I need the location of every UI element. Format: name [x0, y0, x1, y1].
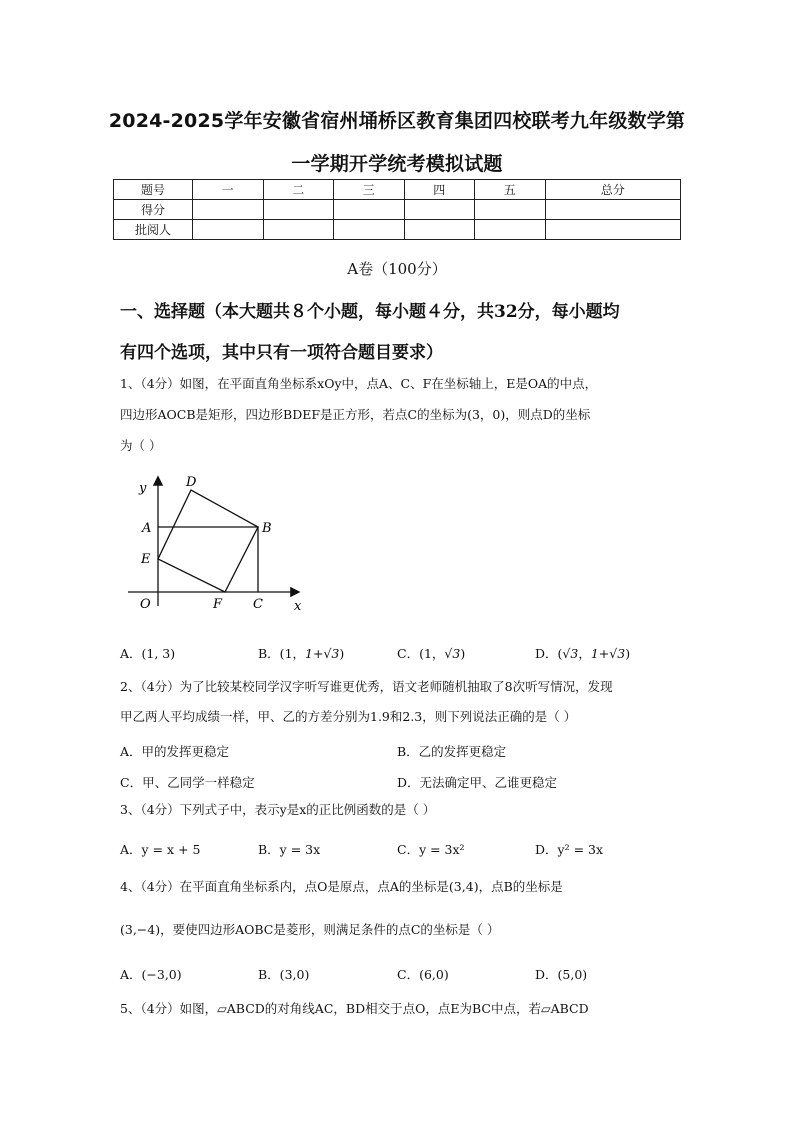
q3-text-line1: 3、（4分）下列式子中，表示y是x的正比例函数的是（ ） — [120, 802, 436, 817]
q1-text-line2: 四边形AOCB是矩形，四边形BDEF是正方形，若点C的坐标为(3，0)，则点D的坐标 — [120, 407, 591, 422]
score-cell[interactable] — [545, 200, 681, 220]
q1-option-b[interactable] — [258, 644, 344, 662]
q1-option-b-math: 1+√3 — [305, 646, 340, 661]
q1-option-d-prefix: D．( — [535, 646, 563, 661]
label-C: C — [253, 597, 263, 612]
score-table — [113, 179, 681, 240]
q1-option-c-math: √3 — [444, 646, 461, 661]
score-table-header-cell: 题号 — [114, 180, 193, 200]
q3-option-c[interactable]: C．y = 3x² — [397, 842, 465, 857]
q1-option-d[interactable] — [535, 644, 630, 662]
rectangle-aocb — [158, 527, 258, 592]
score-cell[interactable] — [334, 200, 405, 220]
q2-option-d[interactable]: D．无法确定甲、乙谁更稳定 — [397, 775, 558, 790]
grader-cell[interactable] — [193, 220, 264, 240]
score-table-header-row — [114, 180, 681, 200]
q1-option-d-suffix: ) — [625, 646, 631, 661]
score-table-header-cell: 总分 — [545, 180, 681, 200]
q1-option-d-math2: 1+√3 — [590, 646, 626, 661]
score-cell[interactable] — [475, 200, 546, 220]
q1-option-a[interactable]: A．(1, 3) — [120, 646, 176, 661]
score-table-header-cell: 四 — [404, 180, 475, 200]
q1-text-line3: 为（ ） — [120, 438, 162, 453]
score-table-header-cell: 一 — [193, 180, 264, 200]
q2-text-line2: 甲乙两人平均成绩一样，甲、乙的方差分别为1.9和2.3，则下列说法正确的是（ ） — [120, 709, 577, 724]
q2-text-line1: 2、（4分）为了比较某校同学汉字听写谁更优秀，语文老师随机抽取了8次听写情况，发现 — [120, 679, 613, 694]
q1-option-c-prefix: C．(1， — [397, 646, 445, 661]
label-F: F — [213, 597, 223, 612]
label-A: A — [142, 521, 152, 536]
q1-option-b-suffix: ) — [339, 646, 345, 661]
q1-option-d-sep: ， — [578, 646, 591, 661]
q4-option-c[interactable]: C．(6,0) — [397, 967, 449, 982]
label-D: D — [186, 475, 197, 490]
grader-cell[interactable] — [334, 220, 405, 240]
q1-option-d-math1: √3 — [562, 646, 579, 661]
score-table-row-label: 得分 — [114, 200, 193, 220]
grader-cell[interactable] — [545, 220, 681, 240]
label-x: x — [294, 599, 302, 614]
section-a-title: A卷（100分） — [347, 260, 447, 278]
q2-option-c[interactable]: C．甲、乙同学一样稳定 — [120, 775, 255, 790]
grader-cell[interactable] — [263, 220, 334, 240]
grader-cell[interactable] — [404, 220, 475, 240]
q4-text-line2: (3,−4)，要使四边形AOBC是菱形，则满足条件的点C的坐标是（ ） — [120, 922, 500, 937]
q3-option-d[interactable]: D．y² = 3x — [535, 842, 604, 857]
part1-heading-line1: 一、选择题（本大题共８个小题，每小题４分，共32分，每小题均 — [120, 302, 620, 322]
score-table-header-cell: 三 — [334, 180, 405, 200]
q4-text-line1: 4、（4分）在平面直角坐标系内，点O是原点，点A的坐标是(3,4)，点B的坐标是 — [120, 879, 563, 894]
q4-option-b[interactable]: B．(3,0) — [258, 967, 310, 982]
q3-option-b[interactable]: B．y = 3x — [258, 842, 321, 857]
score-cell[interactable] — [193, 200, 264, 220]
score-table-row-score — [114, 200, 681, 220]
q5-text-line1: 5、（4分）如图，▱ABCD的对角线AC，BD相交于点O，点E为BC中点，若▱ABCD — [120, 1001, 589, 1016]
part1-heading-line2: 有四个选项，其中只有一项符合题目要求） — [120, 343, 443, 363]
label-E: E — [141, 552, 151, 567]
q4-option-d[interactable]: D．(5,0) — [535, 967, 588, 982]
square-bdef — [158, 490, 258, 592]
label-B: B — [262, 521, 272, 536]
score-table-header-cell: 五 — [475, 180, 546, 200]
grader-cell[interactable] — [475, 220, 546, 240]
q4-option-a[interactable]: A．(−3,0) — [120, 967, 182, 982]
q2-option-a[interactable]: A．甲的发挥更稳定 — [120, 744, 230, 759]
exam-title-line1: 2024-2025学年安徽省宿州埇桥区教育集团四校联考九年级数学第 — [108, 110, 686, 132]
score-table-header-cell: 二 — [263, 180, 334, 200]
q1-text-line1: 1、（4分）如图，在平面直角坐标系xOy中，点A、C、F在坐标轴上，E是OA的中点， — [120, 376, 598, 391]
score-cell[interactable] — [404, 200, 475, 220]
label-O: O — [140, 597, 151, 612]
q1-option-c[interactable] — [397, 644, 465, 662]
q2-option-b[interactable]: B．乙的发挥更稳定 — [397, 744, 507, 759]
q3-option-a[interactable]: A．y = x + 5 — [120, 842, 201, 857]
score-cell[interactable] — [263, 200, 334, 220]
label-y: y — [139, 481, 147, 496]
q1-figure — [118, 468, 313, 616]
q1-option-c-suffix: ) — [460, 646, 466, 661]
score-table-row-label: 批阅人 — [114, 220, 193, 240]
exam-title-line2: 一学期开学统考模拟试题 — [291, 153, 503, 175]
q1-option-b-prefix: B．(1， — [258, 646, 306, 661]
score-table-row-grader — [114, 220, 681, 240]
